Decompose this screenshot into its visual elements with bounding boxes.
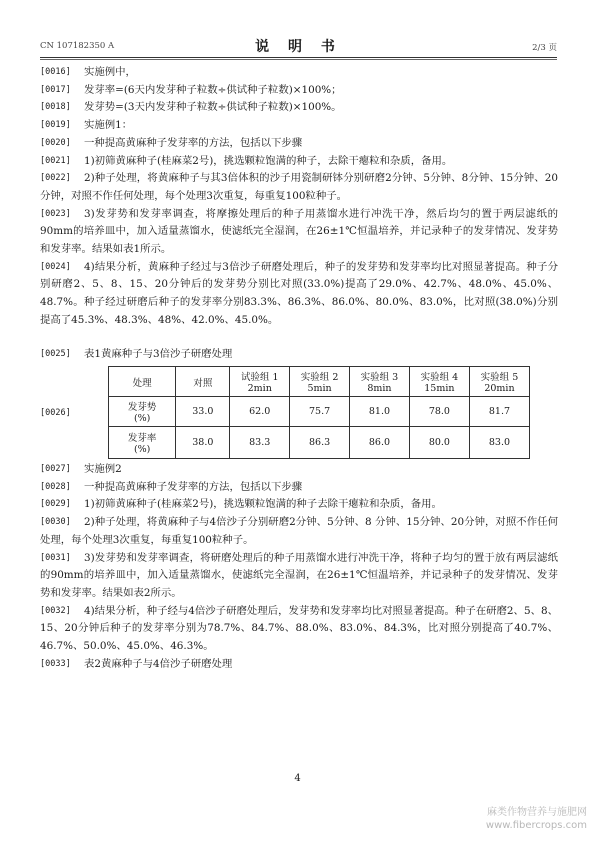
table-row — [109, 397, 530, 427]
page-number: 4 — [294, 773, 301, 784]
paragraph-number: [0022] — [40, 173, 71, 184]
paragraph-0030 — [40, 514, 558, 549]
header-cell: 处理 — [109, 367, 176, 397]
paragraph-text: 1)初筛黄麻种子(桂麻菜2号)，挑选颗粒饱满的种子去除干瘪粒和杂质，备用。 — [84, 498, 442, 511]
paragraph-0018 — [40, 99, 558, 117]
paragraph-number: [0017] — [40, 84, 71, 95]
paragraph-0021 — [40, 153, 558, 171]
paragraph-number: [0018] — [40, 102, 71, 113]
paragraph-number: [0029] — [40, 499, 71, 510]
table-cell: 83.0 — [469, 427, 529, 459]
paragraph-text: 2)种子处理，将黄麻种子与其3倍体积的沙子用瓷制研钵分别研磨2分钟、5分钟、8分钟、15分钟、20分钟，对照不作任何处理，每个处理3次重复，每重复100粒种子。 — [40, 172, 558, 202]
paragraph-0023 — [40, 206, 558, 259]
paragraph-0028 — [40, 479, 558, 497]
table-2-caption: 表2黄麻种子与4倍沙子研磨处理 — [84, 657, 233, 670]
table-cell: 38.0 — [176, 427, 230, 459]
table-cell: 62.0 — [230, 397, 290, 427]
header-rule-thin — [40, 59, 557, 60]
watermark — [486, 806, 587, 832]
paragraph-number: [0031] — [40, 552, 71, 563]
header-cell: 实验组 3 8min — [350, 367, 410, 397]
paragraph-text: 实施例中， — [84, 66, 136, 78]
table-cell: 86.3 — [290, 427, 350, 459]
paragraph-0033 — [40, 656, 558, 674]
paragraph-number: [0030] — [40, 517, 71, 528]
patent-number: CN 107182350 A — [40, 41, 115, 51]
paragraph-number: [0027] — [40, 464, 71, 474]
paragraph-text: 实施例1： — [84, 119, 133, 132]
paragraph-number: [0033] — [40, 658, 71, 669]
paragraph-number: [0020] — [40, 137, 71, 148]
paragraph-text: 4)结果分析，种子经与4倍沙子研磨处理后，发芽势和发芽率均比对照显著提高。种子在研磨2、5、8、15、20分钟后种子的发芽率分别为78.7%、84.7%、88.0%、83.0%、84.3%，比对照分别提高了40.7%、46.7%、50.0%、45.0%、46.3%。 — [40, 604, 558, 652]
table-cell: 75.7 — [290, 397, 350, 427]
table-cell: 86.0 — [350, 427, 410, 459]
paragraph-number: [0028] — [40, 481, 71, 492]
paragraph-text: 4)结果分析，黄麻种子经过与3倍沙子研磨处理后，种子的发芽势和发芽率均比对照显著提高。种子分别研磨2、5、8、15、20分钟后的发芽势分别比对照(33.0%)提高了29.0%、42.7%、48.0%、45.0%、48.7%。种子经过研磨后种子的发芽率分别83.3%、86.3%、86.0%、80.0%、83.0%，比对照(38.0%)分别提高了45.3%、48.3%、48%、42.0%、45.0%。 — [40, 260, 558, 326]
table-cell: 33.0 — [176, 397, 230, 427]
paragraph-0029 — [40, 496, 558, 514]
header-rule — [40, 57, 557, 58]
paragraph-text: 3)发芽势和发芽率调查，将摩擦处理后的种子用蒸馏水进行冲洗干净，然后均匀的置于两层滤纸的90mm的培养皿中，加入适量蒸馏水，使滤纸完全湿润，在26±1℃恒温培养，并记录种子的发芽情况、发芽势和发芽率。结果如表1所示。 — [40, 207, 558, 255]
header-cell: 对照 — [176, 367, 230, 397]
watermark-name: 麻类作物营养与施肥网 — [487, 807, 587, 818]
paragraph-number: [0024] — [40, 261, 71, 272]
paragraph-0024 — [40, 259, 558, 330]
paragraph-text: 发芽率=(6天内发芽种子粒数÷供试种子粒数)×100%； — [84, 83, 342, 96]
paragraph-text: 3)发芽势和发芽率调查，将研磨处理后的种子用蒸馏水进行冲洗干净，将种子均匀的置于放有两层滤纸的90mm的培养皿中，加入适量蒸馏水，使滤纸完全湿润，在26±1℃恒温培养，并记录种子的发芽情况、发芽势和发芽率。结果如表2所示。 — [40, 551, 558, 599]
paragraph-number: [0016] — [40, 67, 71, 77]
paragraph-text: 一种提高黄麻种子发芽率的方法，包括以下步骤 — [84, 136, 303, 149]
paragraph-0016 — [40, 64, 558, 82]
paragraph-number: [0026] — [40, 408, 71, 418]
paragraph-0022 — [40, 170, 558, 205]
document-title: 说 明 书 — [255, 39, 342, 55]
table-cell: 80.0 — [409, 427, 469, 459]
table-cell: 81.7 — [469, 397, 529, 427]
page-indicator: 2/3 页 — [532, 43, 557, 53]
table-header-row — [109, 367, 530, 397]
watermark-url: www.fibercrops.com — [485, 820, 587, 831]
table-cell: 81.0 — [350, 397, 410, 427]
paragraph-0025 — [40, 346, 558, 364]
row-label: 发芽率 (%) — [109, 427, 176, 459]
paragraph-text: 发芽势=(3天内发芽种子粒数÷供试种子粒数)×100%。 — [84, 101, 342, 114]
paragraph-number: [0032] — [40, 605, 71, 616]
row-label: 发芽势 (%) — [109, 397, 176, 427]
header-cell: 试验组 1 2min — [230, 367, 290, 397]
table-row — [109, 427, 530, 459]
header-cell: 实验组 5 20min — [469, 367, 529, 397]
paragraph-text: 实施例2 — [84, 463, 122, 475]
paragraph-0031 — [40, 550, 558, 603]
page-header — [40, 36, 557, 56]
paragraph-text: 2)种子处理，将黄麻种子与4倍沙子分别研磨2分钟、5分钟、8 分钟、15分钟、20分钟，对照不作任何处理，每个处理3次重复，每重复100粒种子。 — [40, 516, 558, 546]
table-cell: 78.0 — [409, 397, 469, 427]
paragraph-number: [0019] — [40, 120, 71, 131]
table-cell: 83.3 — [230, 427, 290, 459]
paragraph-text: 一种提高黄麻种子发芽率的方法，包括以下步骤 — [84, 480, 303, 493]
paragraph-0019 — [40, 117, 558, 135]
header-cell: 实验组 2 5min — [290, 367, 350, 397]
table-1-caption: 表1黄麻种子与3倍沙子研磨处理 — [84, 348, 233, 360]
paragraph-0027 — [40, 461, 558, 479]
paragraph-number: [0021] — [40, 155, 71, 166]
paragraph-0020 — [40, 135, 558, 153]
paragraph-0032 — [40, 603, 558, 656]
paragraph-number: [0025] — [40, 349, 71, 359]
paragraph-text: 1)初筛黄麻种子(桂麻菜2号)，挑选颗粒饱满的种子，去除干瘪粒和杂质，备用。 — [84, 154, 453, 167]
paragraph-0017 — [40, 82, 558, 100]
table-1 — [108, 366, 530, 459]
header-cell: 实验组 4 15min — [409, 367, 469, 397]
paragraph-number: [0023] — [40, 208, 71, 219]
